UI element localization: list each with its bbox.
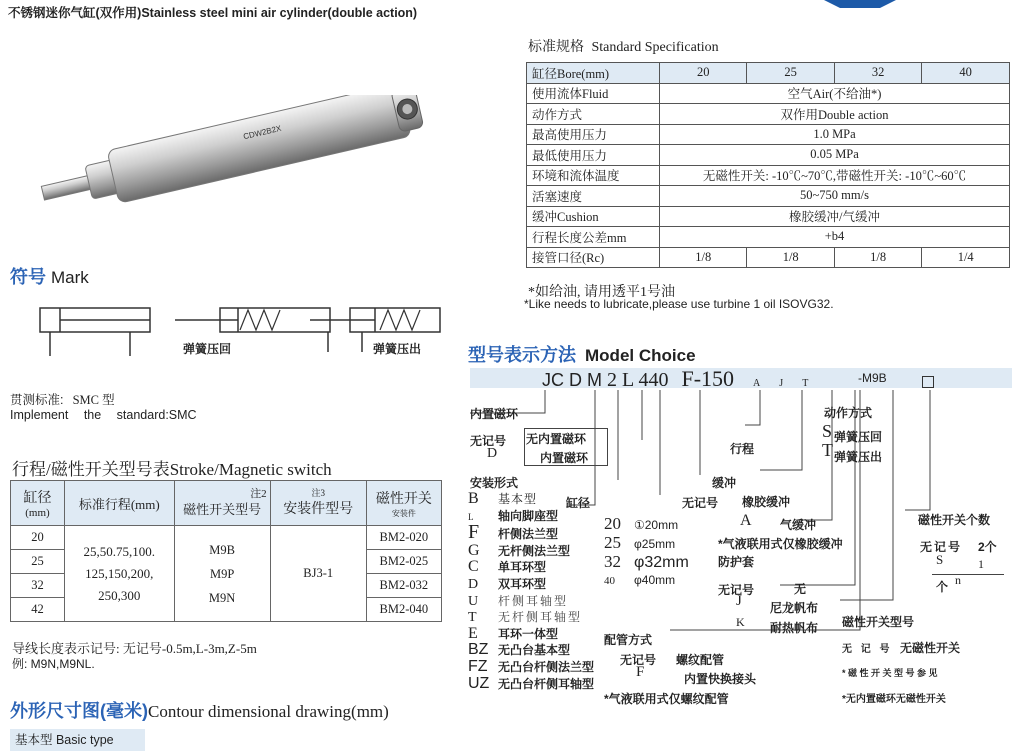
stroke-bore-cell: 42 bbox=[11, 598, 65, 622]
mag-cell: BM2-025 bbox=[366, 550, 441, 574]
basic-type-label: 基本型 Basic type bbox=[10, 729, 145, 751]
spec-port-cell: 1/4 bbox=[922, 247, 1010, 268]
model-cushion-a-code: A bbox=[740, 512, 752, 529]
stroke-note-2: 例: M9N,M9NL. bbox=[12, 657, 95, 671]
model-bore-label: 缸径 bbox=[566, 496, 591, 510]
model-cushion-note: *气液联用式仅橡胶缓冲 bbox=[718, 537, 843, 551]
mark-label-pull: 弹簧压出 bbox=[373, 342, 422, 356]
stroke-bore-cell: 25 bbox=[11, 550, 65, 574]
spec-row-value: 空气Air(不给油*) bbox=[660, 83, 1010, 104]
model-code: JC D M 2 L 440 F-150 A J T bbox=[542, 366, 809, 391]
model-piping-note: *气液联用式仅螺纹配管 bbox=[604, 692, 729, 706]
model-dust-k: 耐热帆布 bbox=[770, 621, 819, 635]
spec-row-label: 动作方式 bbox=[527, 104, 660, 125]
model-t-code: T bbox=[822, 440, 833, 460]
mount-item: BZ 无凸台基本型 bbox=[468, 641, 571, 659]
model-magnet-ring-label: 内置磁环 bbox=[470, 407, 519, 421]
mount-item: G 无杆侧法兰型 bbox=[468, 541, 571, 559]
contour-heading: 外形尺寸图(毫米)Contour dimensional drawing(mm) bbox=[10, 701, 389, 721]
spec-row-value: 50~750 mm/s bbox=[660, 186, 1010, 207]
model-sw-type-none: 无磁性开关 bbox=[900, 641, 961, 655]
model-cushion-none-code: 无记号 bbox=[682, 496, 719, 510]
model-sw-count-none: 无记号 bbox=[920, 540, 963, 554]
stroke-bore-cell: 20 bbox=[11, 526, 65, 550]
model-sw-type-label: 磁性开关型号 bbox=[842, 615, 915, 629]
bore-item: 20 ①20mm bbox=[604, 514, 679, 533]
spec-row-value: 1.0 MPa bbox=[660, 124, 1010, 145]
model-piping-f: 内置快换接头 bbox=[684, 672, 757, 686]
model-sw-count-s: S bbox=[936, 552, 944, 567]
col-mount: 注3 安装件型号 bbox=[270, 481, 366, 526]
model-dust-k-code: K bbox=[736, 615, 745, 629]
model-cushion-label: 缓冲 bbox=[712, 476, 737, 490]
spec-row-label: 缓冲Cushion bbox=[527, 206, 660, 227]
mark-heading: 符号 Mark bbox=[10, 267, 89, 287]
spec-row-value: 橡胶缓冲/气缓冲 bbox=[660, 206, 1010, 227]
model-no-magnet: 无内置磁环 bbox=[526, 432, 587, 446]
model-t-desc: 弹簧压出 bbox=[834, 450, 883, 464]
model-piping-none: 螺纹配管 bbox=[676, 653, 725, 667]
model-sw-count-s-val: 1 bbox=[978, 557, 984, 571]
mag-cell: BM2-032 bbox=[366, 574, 441, 598]
spec-bore-label: 缸径Bore(mm) bbox=[527, 63, 660, 84]
model-heading: 型号表示方法 Model Choice bbox=[468, 345, 696, 365]
model-d-code: D bbox=[487, 446, 498, 461]
model-piping-label: 配管方式 bbox=[604, 633, 653, 647]
mount-item: L 轴向脚座型 bbox=[468, 508, 559, 523]
col-bore: 缸径 (mm) bbox=[11, 481, 65, 526]
spec-row-label: 使用流体Fluid bbox=[527, 83, 660, 104]
stroke-table bbox=[10, 480, 442, 622]
spec-port-label: 接管口径(Rc) bbox=[527, 247, 660, 268]
model-sw-count-n-val: 个 bbox=[936, 580, 949, 594]
spec-row-value: 无磁性开关: -10℃~70℃,带磁性开关: -10℃~60℃ bbox=[660, 165, 1010, 186]
spec-table bbox=[526, 62, 1010, 268]
col-stroke: 标准行程(mm) bbox=[64, 481, 174, 526]
col-mag: 磁性开关 安装件 bbox=[366, 481, 441, 526]
model-no-mark: 无记号 bbox=[470, 434, 507, 448]
spec-row-label: 活塞速度 bbox=[527, 186, 660, 207]
mag-cell: BM2-040 bbox=[366, 598, 441, 622]
mount-item: U 杆侧耳轴型 bbox=[468, 593, 569, 609]
model-piping-none-code: 无记号 bbox=[620, 653, 657, 667]
mount-item: C 单耳环型 bbox=[468, 558, 547, 576]
model-with-magnet: 内置磁环 bbox=[540, 451, 589, 465]
spec-row-label: 行程长度公差mm bbox=[527, 227, 660, 248]
stroke-heading: 行程/磁性开关型号表Stroke/Magnetic switch bbox=[12, 460, 332, 479]
spec-row-label: 最高使用压力 bbox=[527, 124, 660, 145]
stroke-values-cell: 25,50.75,100. 125,150,200, 250,300 bbox=[64, 526, 174, 622]
model-mount-label: 安装形式 bbox=[470, 476, 519, 490]
spec-row-label: 最低使用压力 bbox=[527, 145, 660, 166]
model-bore-list bbox=[604, 515, 689, 590]
spec-row-value: +b4 bbox=[660, 227, 1010, 248]
mount-item: F 杆侧法兰型 bbox=[468, 521, 559, 544]
spec-row-label: 环境和流体温度 bbox=[527, 165, 660, 186]
model-s-code: S bbox=[822, 421, 833, 441]
spec-heading: 标准规格 Standard Specification bbox=[528, 38, 719, 55]
spec-port-cell: 1/8 bbox=[747, 247, 834, 268]
spec-bore-cell: 40 bbox=[922, 63, 1010, 84]
model-cushion-none: 橡胶缓冲 bbox=[742, 495, 791, 509]
model-sw-type-ref: * 磁 性 开 关 型 号 参 见 bbox=[842, 668, 938, 678]
spec-bore-cell: 20 bbox=[660, 63, 747, 84]
spec-bore-cell: 32 bbox=[834, 63, 921, 84]
mark-label-push: 弹簧压回 bbox=[183, 342, 232, 356]
spec-note-cn: *如给油, 请用透平1号油 bbox=[528, 285, 675, 300]
cylinder-illustration bbox=[30, 95, 430, 205]
model-dust-none: 无 bbox=[794, 582, 807, 596]
mount-item: FZ 无凸台杆侧法兰型 bbox=[468, 657, 595, 675]
switch-values-cell: M9B M9P M9N bbox=[174, 526, 270, 622]
bore-item: 32 φ32mm bbox=[604, 552, 689, 571]
mount-item: E 耳环一体型 bbox=[468, 624, 559, 642]
model-sw-count-n: n bbox=[955, 573, 961, 587]
standard-line-1: 贯测标准: SMC 型 bbox=[10, 393, 115, 407]
model-dust-none-code: 无记号 bbox=[718, 583, 755, 597]
mount-value-cell: BJ3-1 bbox=[270, 526, 366, 622]
model-sw-type-note: *无内置磁环无磁性开关 bbox=[842, 694, 946, 705]
spec-row-value: 0.05 MPa bbox=[660, 145, 1010, 166]
model-sw-count-label: 磁性开关个数 bbox=[918, 513, 991, 527]
logo-icon bbox=[820, 0, 900, 10]
model-sw-count-none-val: 2个 bbox=[978, 540, 997, 554]
spec-port-cell: 1/8 bbox=[660, 247, 747, 268]
col-switch: 注2 磁性开关型号 bbox=[174, 481, 270, 526]
stroke-note-1: 导线长度表示记号: 无记号-0.5m,L-3m,Z-5m bbox=[12, 641, 257, 656]
mount-item: T 无杆侧耳轴型 bbox=[468, 610, 583, 626]
page-title: 不锈钢迷你气缸(双作用)Stainless steel mini air cylinder(double action) bbox=[8, 6, 418, 20]
spec-bore-cell: 25 bbox=[747, 63, 834, 84]
stroke-bore-cell: 32 bbox=[11, 574, 65, 598]
mag-cell: BM2-020 bbox=[366, 526, 441, 550]
product-label: CDW2B2X bbox=[242, 123, 283, 142]
model-magnet-box bbox=[524, 428, 608, 466]
model-stroke-label: 行程 bbox=[730, 442, 755, 456]
mount-item: B 基本型 bbox=[468, 490, 538, 507]
mount-item: UZ 无凸台杆侧耳轴型 bbox=[468, 674, 595, 692]
standard-line-2: Implement the standard:SMC bbox=[10, 408, 197, 422]
model-code-switch: -M9B bbox=[858, 371, 887, 385]
model-sw-type-none-code: 无 记 号 bbox=[842, 644, 893, 655]
model-dust-label: 防护套 bbox=[718, 555, 755, 569]
bore-item: 25 φ25mm bbox=[604, 533, 676, 552]
spec-row-value: 双作用Double action bbox=[660, 104, 1010, 125]
bore-item: 40 φ40mm bbox=[604, 573, 676, 587]
model-piping-f-code: F bbox=[636, 664, 645, 680]
model-sw-count-divider bbox=[932, 552, 1004, 575]
spec-port-cell: 1/8 bbox=[834, 247, 921, 268]
model-mount-list bbox=[468, 491, 594, 692]
model-cushion-a: 气缓冲 bbox=[780, 518, 817, 532]
model-action-label: 动作方式 bbox=[824, 406, 873, 420]
mount-item: D 双耳环型 bbox=[468, 576, 547, 592]
model-dust-j: 尼龙帆布 bbox=[770, 601, 819, 615]
spec-note-en: *Like needs to lubricate,please use turbine 1 oil ISOVG32. bbox=[524, 297, 834, 311]
model-s-desc: 弹簧压回 bbox=[834, 430, 883, 444]
model-dust-j-code: J bbox=[736, 593, 742, 609]
